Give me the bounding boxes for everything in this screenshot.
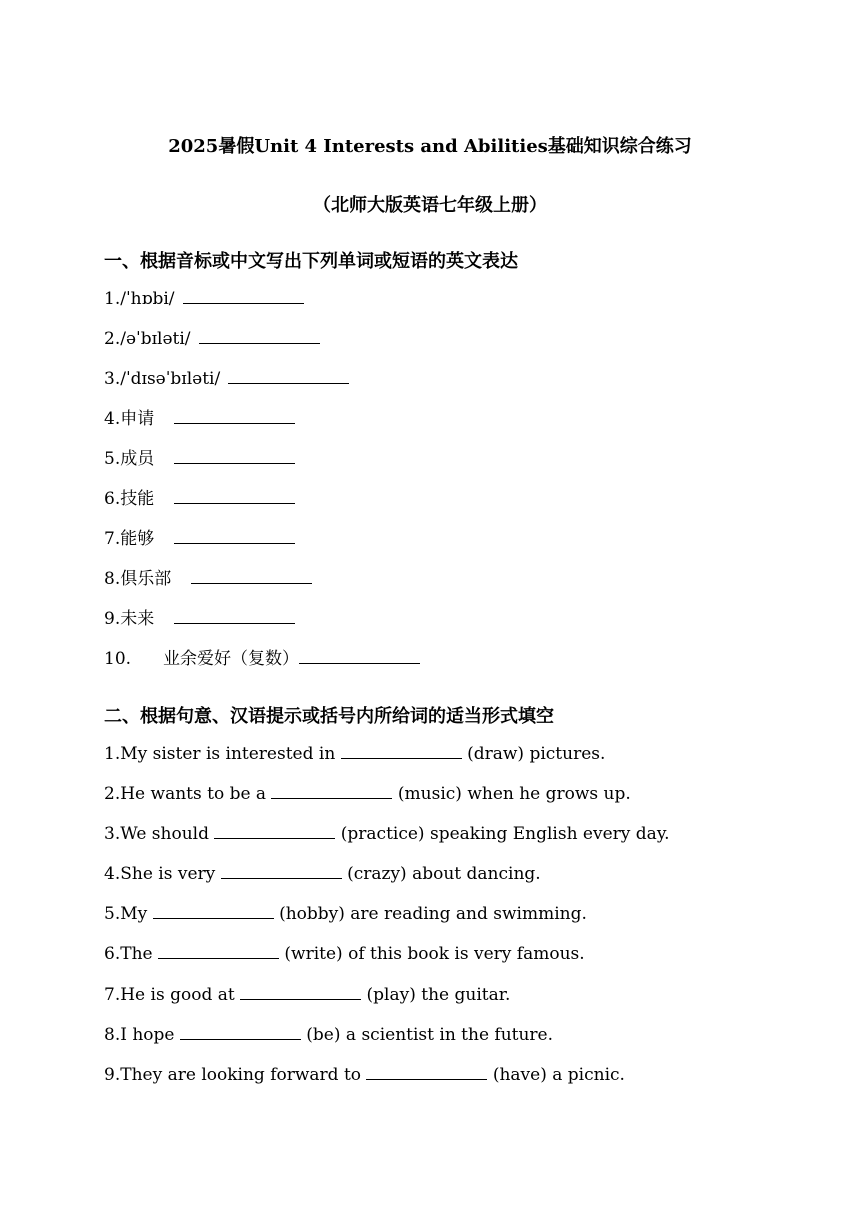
sentence-before: He wants to be a [120, 784, 267, 804]
sentence-after: about dancing. [412, 864, 541, 884]
sentence-before: The [120, 944, 153, 964]
answer-blank[interactable] [271, 783, 392, 799]
vocab-item [104, 448, 295, 470]
answer-blank[interactable] [366, 1064, 487, 1080]
answer-blank[interactable] [240, 984, 361, 1000]
sentence-before: They are looking forward to [120, 1065, 362, 1085]
fill-in-item [104, 863, 541, 885]
vocab-item [104, 528, 295, 550]
answer-blank[interactable] [158, 943, 279, 959]
vocab-item [104, 368, 349, 390]
item-prompt: 能够 [120, 529, 155, 549]
vocab-item [104, 608, 295, 630]
sentence-after: pictures. [529, 744, 606, 764]
word-hint: (music) [397, 784, 462, 804]
document-subtitle: （北师大版英语七年级上册） [313, 195, 547, 216]
item-prompt: /ˈhɒbi/ [120, 289, 175, 309]
vocab-item [104, 288, 304, 310]
item-prompt: 未来 [120, 609, 155, 629]
item-number: 5. [104, 449, 121, 469]
answer-blank[interactable] [183, 288, 304, 304]
item-prompt: /əˈbɪləti/ [120, 329, 191, 349]
item-prompt: 技能 [120, 489, 155, 509]
word-hint: (have) [492, 1065, 547, 1085]
sentence-after: a picnic. [552, 1065, 625, 1085]
sentence-before: My [120, 904, 148, 924]
item-number: 1. [104, 744, 121, 764]
fill-in-item [104, 984, 510, 1006]
item-number: 8. [104, 569, 121, 589]
fill-in-item [104, 823, 670, 845]
sentence-before: We should [120, 824, 209, 844]
item-number: 9. [104, 609, 121, 629]
answer-blank[interactable] [174, 488, 295, 504]
item-prompt: 俱乐部 [120, 569, 172, 589]
vocab-item [104, 488, 295, 510]
word-hint: (hobby) [279, 904, 345, 924]
vocab-item [104, 648, 420, 670]
vocab-item [104, 568, 312, 590]
document-title: 2025暑假Unit 4 Interests and Abilities基础知识综合练习 [168, 136, 692, 157]
vocab-item [104, 328, 320, 350]
answer-blank[interactable] [214, 823, 335, 839]
sentence-after: when he grows up. [467, 784, 631, 804]
answer-blank[interactable] [341, 743, 462, 759]
item-number: 4. [104, 864, 121, 884]
answer-blank[interactable] [221, 863, 342, 879]
item-number: 2. [104, 784, 121, 804]
word-hint: (practice) [340, 824, 425, 844]
item-number: 3. [104, 824, 121, 844]
answer-blank[interactable] [180, 1024, 301, 1040]
section-2-heading: 二、根据句意、汉语提示或括号内所给词的适当形式填空 [104, 706, 554, 727]
item-number: 3. [104, 369, 121, 389]
fill-in-item [104, 783, 631, 805]
item-number: 8. [104, 1025, 121, 1045]
sentence-after: speaking English every day. [429, 824, 670, 844]
answer-blank[interactable] [174, 408, 295, 424]
fill-in-item [104, 1064, 625, 1086]
word-hint: (draw) [467, 744, 525, 764]
item-number: 5. [104, 904, 121, 924]
item-number: 10. [104, 649, 132, 669]
answer-blank[interactable] [199, 328, 320, 344]
sentence-after: of this book is very famous. [348, 944, 585, 964]
answer-blank[interactable] [299, 648, 420, 664]
item-number: 6. [104, 944, 121, 964]
item-number: 7. [104, 529, 121, 549]
sentence-before: My sister is interested in [120, 744, 336, 764]
sentence-after: the guitar. [421, 985, 511, 1005]
sentence-before: She is very [120, 864, 216, 884]
item-number: 4. [104, 409, 121, 429]
sentence-before: He is good at [120, 985, 235, 1005]
item-number: 6. [104, 489, 121, 509]
answer-blank[interactable] [228, 368, 349, 384]
vocab-item [104, 408, 295, 430]
item-number: 1. [104, 289, 121, 309]
item-prompt: 成员 [120, 449, 155, 469]
fill-in-item [104, 743, 605, 765]
fill-in-item [104, 903, 587, 925]
fill-in-item [104, 943, 585, 965]
word-hint: (write) [284, 944, 343, 964]
item-number: 7. [104, 985, 121, 1005]
item-prompt: 业余爱好（复数） [163, 649, 300, 669]
word-hint: (play) [366, 985, 416, 1005]
answer-blank[interactable] [174, 608, 295, 624]
answer-blank[interactable] [174, 528, 295, 544]
section-1-heading: 一、根据音标或中文写出下列单词或短语的英文表达 [104, 251, 518, 272]
item-number: 9. [104, 1065, 121, 1085]
item-prompt: /ˈdɪsəˈbɪləti/ [120, 369, 221, 389]
item-prompt: 申请 [120, 409, 155, 429]
sentence-before: I hope [120, 1025, 175, 1045]
sentence-after: a scientist in the future. [345, 1025, 554, 1045]
sentence-after: are reading and swimming. [350, 904, 587, 924]
answer-blank[interactable] [153, 903, 274, 919]
word-hint: (be) [306, 1025, 341, 1045]
item-number: 2. [104, 329, 121, 349]
answer-blank[interactable] [174, 448, 295, 464]
answer-blank[interactable] [191, 568, 312, 584]
fill-in-item [104, 1024, 553, 1046]
word-hint: (crazy) [347, 864, 407, 884]
